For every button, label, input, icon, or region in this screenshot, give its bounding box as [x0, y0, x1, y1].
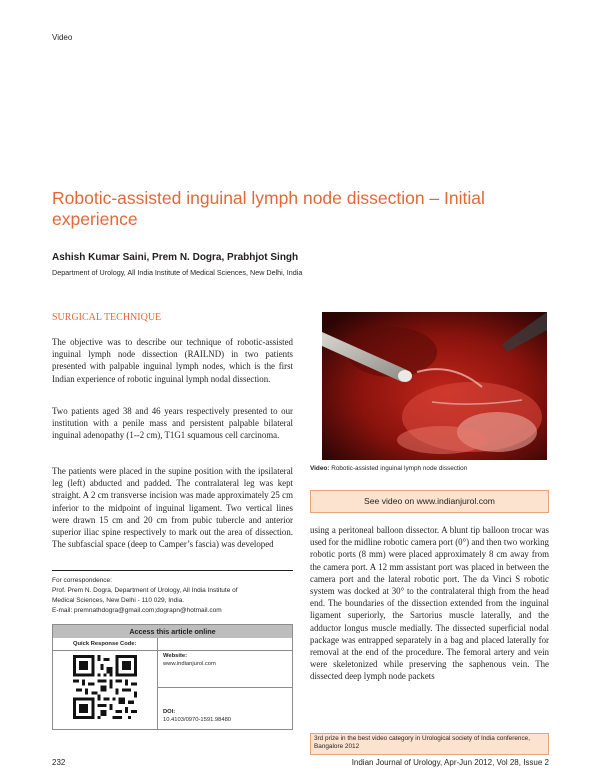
- access-article-box: [52, 624, 293, 730]
- affiliation: Department of Urology, All India Institute of Medical Sciences, New Delhi, India: [52, 268, 303, 277]
- article-title: Robotic-assisted inguinal lymph node dissection – Initial experience: [52, 188, 485, 229]
- box-divider: [157, 638, 158, 730]
- caption-label: Video:: [310, 465, 330, 472]
- correspondence: [52, 576, 297, 616]
- paragraph-objective: The objective was to describe our technique of robotic-assisted inguinal lymph node dissection (RAILND) in two patients presented with palpable inguinal lymph nodes, which is the first Indian experience of robotic inguinal lymph nodal dissection.: [52, 337, 293, 384]
- paragraph-positioning: The patients were placed in the supine position with the ipsilateral leg (left) abducted and padded. The contralateral leg was kept straight. A 2 cm transverse incision was made approximately 25 cm inferior to the midpoint of inguinal ligament. Two vertical lines were drawn 15 cm and 20 cm from pubic tubercle and anterior superior iliac spine respectively to mark out the area of dissection. The subfascial space (deep to Camper’s fascia) was developed: [52, 466, 293, 550]
- correspondence-line: Prof. Prem N. Dogra, Department of Urology, All India Institute of: [52, 587, 238, 594]
- access-heading: Access this article online: [53, 625, 292, 638]
- box-divider: [157, 687, 293, 688]
- caption-text: Robotic-assisted inguinal lymph node dissection: [331, 465, 468, 472]
- paragraph-procedure: using a peritoneal balloon dissector. A blunt tip balloon trocar was used for the midline robotic camera port (0°) and then two working robotic ports (8 mm) were placed approximately 8 cm away from the camera port. A 12 mm assistant port was placed in between the camera port and the lateral robotic port. The da Vinci S robotic system was docked at 30° to the contralateral thigh from the head end. The boundaries of the dissection extended from the inguinal ligament superiorly, the Sartorius muscle laterally, and the adductor longus muscle medially. The dissected superficial nodal package was entrapped separately in a bag and placed laterally for removal at the end of the procedure. The femoral artery and vein were skeletonized while preserving the saphenous vein. The dissected deep lymph node packets: [310, 525, 549, 682]
- qr-label: Quick Response Code:: [73, 641, 137, 647]
- correspondence-email: E-mail: premnathdogra@gmail.com;dograpn@hotmail.com: [52, 607, 222, 614]
- section-label: Video: [52, 33, 73, 42]
- doi-value[interactable]: 10.4103/0970-1591.98480: [163, 717, 232, 723]
- surgical-field-image: [322, 312, 547, 460]
- correspondence-heading: For correspondence:: [52, 577, 112, 584]
- doi-label: DOI:: [163, 709, 176, 715]
- figure-caption: [310, 465, 467, 472]
- qr-code-icon[interactable]: [73, 655, 137, 719]
- video-link-box[interactable]: See video on www.indianjurol.com: [310, 490, 549, 513]
- journal-citation: Indian Journal of Urology, Apr-Jun 2012, Vol 28, Issue 2: [351, 758, 549, 767]
- page-number: 232: [52, 758, 66, 767]
- paragraph-patients: Two patients aged 38 and 46 years respectively presented to our institution with a penile mass and persistent palpable bilateral inguinal adenopathy (1--2 cm), T1G1 squamous cell carcinoma.: [52, 406, 293, 441]
- website-label: Website:: [163, 653, 188, 659]
- authors: Ashish Kumar Saini, Prem N. Dogra, Prabhjot Singh: [52, 252, 299, 263]
- prize-note: 3rd prize in the best video category in Urological society of India conference, Bangalore 2012: [310, 733, 549, 755]
- correspondence-line: Medical Sciences, New Delhi - 110 029, India.: [52, 597, 185, 604]
- website-link[interactable]: www.indianjurol.com: [163, 661, 216, 667]
- section-heading: SURGICAL TECHNIQUE: [52, 312, 162, 323]
- surgical-video-still[interactable]: [322, 312, 547, 460]
- divider: [52, 570, 293, 571]
- box-divider: [53, 650, 292, 651]
